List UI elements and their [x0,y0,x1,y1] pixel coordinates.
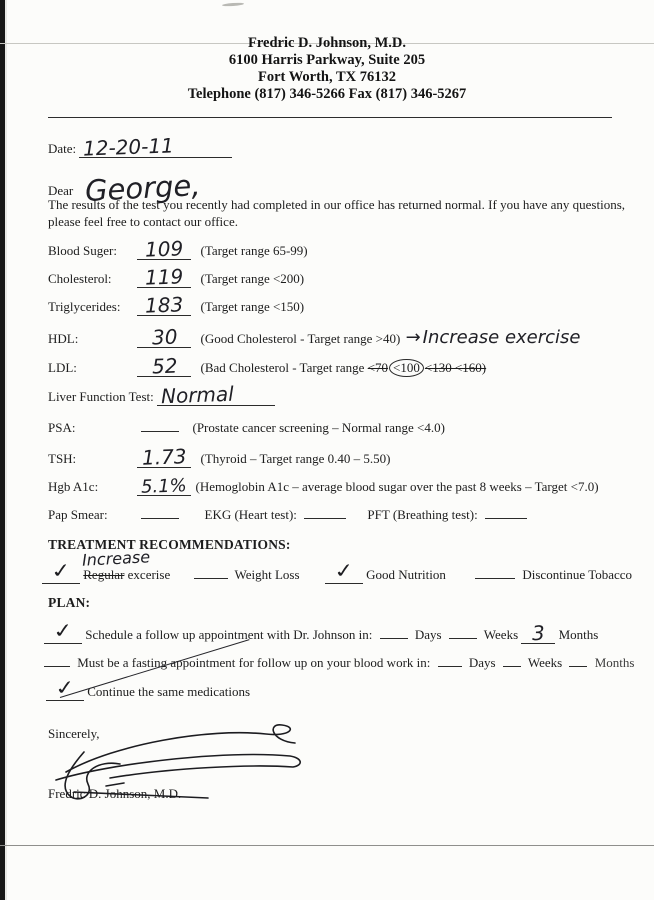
days-label: Days [414,627,442,642]
ekg-label: EKG (Heart test): [204,507,297,522]
blank-line [438,655,462,667]
blank-line [380,627,408,639]
blank-line [194,567,228,579]
scan-smudge [222,2,244,7]
lab-label: Cholesterol: [48,271,112,286]
checkbox-line [44,618,82,644]
lab-row-pap-ekg-pft [48,507,531,523]
plan-heading: PLAN: [48,595,91,610]
checkbox-line [42,558,80,584]
months-label: Months [558,627,599,642]
blank-line [141,507,179,519]
letterhead-name: Fredric D. Johnson, M.D. [247,35,407,51]
lab-note: (Thyroid – Target range 0.40 – 5.50) [200,451,391,466]
lab-value-field [137,324,191,350]
blank-line [485,507,527,519]
arrow-right-icon: → [405,327,421,348]
lab-note-prefix: (Bad Cholesterol - Target range [200,360,368,375]
treatment-heading: TREATMENT RECOMMENDATIONS: [48,537,291,552]
checkmark-icon: ✓ [49,558,73,584]
weeks-label: Weeks [483,627,519,642]
date-row [48,133,232,161]
lab-value: 52 [151,353,178,379]
lab-value: 183 [144,292,184,318]
pft-label: PFT (Breathing test): [367,507,478,522]
plan-item-text: Continue the same medications [87,684,251,699]
handwritten-increase: Increase [81,547,151,570]
plan-item-followup [44,618,599,646]
blank-line [569,655,587,667]
lab-value-field [137,236,191,262]
lab-label: HDL: [48,331,79,346]
lab-value: 5.1% [141,475,188,498]
treatment-item-label: excerise [127,567,171,582]
lab-note: (Hemoglobin A1c – average blood sugar over the past 8 weeks – Target <7.0) [195,479,599,494]
lab-row-psa [48,420,445,436]
checkmark-icon: ✓ [51,618,75,644]
lab-value-field [137,444,191,470]
ldl-range-circled: <100 [389,359,424,377]
blank-line [503,655,521,667]
intro-paragraph: The results of the test you recently had completed in our office has returned normal. If you have any questions, please feel free to contact our office. [48,197,626,229]
letterhead-address: 6100 Harris Parkway, Suite 205 [228,52,426,68]
lab-row-ldl [48,353,487,379]
treatment-item-label: Good Nutrition [366,567,446,582]
lab-note: (Target range <150) [200,299,305,314]
days-label: Days [468,655,496,670]
lab-value: 119 [144,264,184,290]
lab-row-cholesterol [48,264,305,290]
lab-row-triglycerides [48,292,305,318]
letterhead-phone: Telephone (817) 346-5266 Fax (817) 346-5267 [187,86,467,102]
lab-row-hdl [48,324,581,350]
signature [50,722,340,804]
lab-label: Pap Smear: [48,507,108,522]
treatment-item-good-nutrition [325,558,449,584]
scan-line-bottom [0,845,654,846]
plan-item-fasting [44,655,634,671]
months-value: 3 [531,620,546,646]
lab-row-blood-sugar [48,236,308,262]
patient-name: George, [83,168,201,208]
checkmark-icon: ✓ [53,675,77,701]
checkbox-line [325,558,363,584]
ldl-range-struck-1: <70 [367,360,389,375]
lab-row-tsh [48,444,391,470]
closing-name: Fredric D. Johnson, M.D. [48,786,182,801]
lab-value: 30 [151,324,178,350]
lab-label: PSA: [48,420,76,435]
treatment-checklist [42,547,633,584]
plan-item-text: Must be a fasting appointment for follow up on your blood work in: [77,655,431,670]
letterhead-divider [48,117,612,118]
lab-label: Liver Function Test: [48,389,154,404]
hdl-annotation: Increase exercise [422,327,581,348]
blank-line [141,420,179,432]
checkmark-icon: ✓ [332,558,356,584]
date-value: 12-20-11 [83,133,175,161]
lab-value-field [137,353,191,379]
ldl-range-struck-2: <130 <160) [424,360,487,375]
plan-item-text: Schedule a follow up appointment with Dr. Johnson in: [85,627,373,642]
treatment-item-label: Discontinue Tobacco [522,567,633,582]
scan-edge-gap [5,0,7,900]
weeks-label: Weeks [527,655,563,670]
lab-row-hgba1c [48,475,599,498]
treatment-item-tobacco [471,567,632,582]
lab-value-field [157,381,275,409]
lab-label: Hgb A1c: [48,479,99,494]
greeting-label: Dear [48,183,74,198]
lab-value: Normal [160,381,235,409]
lab-row-liver [48,381,275,409]
months-field [521,620,555,646]
blank-line [304,507,346,519]
lab-label: Blood Suger: [48,243,117,258]
struck-word: Regular [83,567,125,582]
date-label: Date: [48,141,77,156]
lab-note: (Good Cholesterol - Target range >40) [200,331,401,346]
closing-sincerely: Sincerely, [48,726,100,741]
lab-value: 109 [144,236,184,262]
lab-note: (Target range 65-99) [200,243,308,258]
lab-note: (Target range <200) [200,271,305,286]
lab-value-field [137,264,191,290]
blank-line [44,655,70,667]
date-field [79,133,232,161]
lab-value-field [137,292,191,318]
lab-value-field [137,475,191,498]
treatment-item-weight-loss [190,567,303,582]
lab-label: LDL: [48,360,77,375]
lab-label: Triglycerides: [48,299,121,314]
treatment-item-label: Weight Loss [234,567,300,582]
lab-label: TSH: [48,451,77,466]
blank-line [449,627,477,639]
lab-value: 1.73 [141,444,187,470]
blank-line [475,567,515,579]
months-label: Months [594,655,635,670]
lab-note: (Prostate cancer screening – Normal range <4.0) [192,420,445,435]
letterhead-city: Fort Worth, TX 76132 [257,69,397,85]
treatment-item-exercise [42,547,171,584]
